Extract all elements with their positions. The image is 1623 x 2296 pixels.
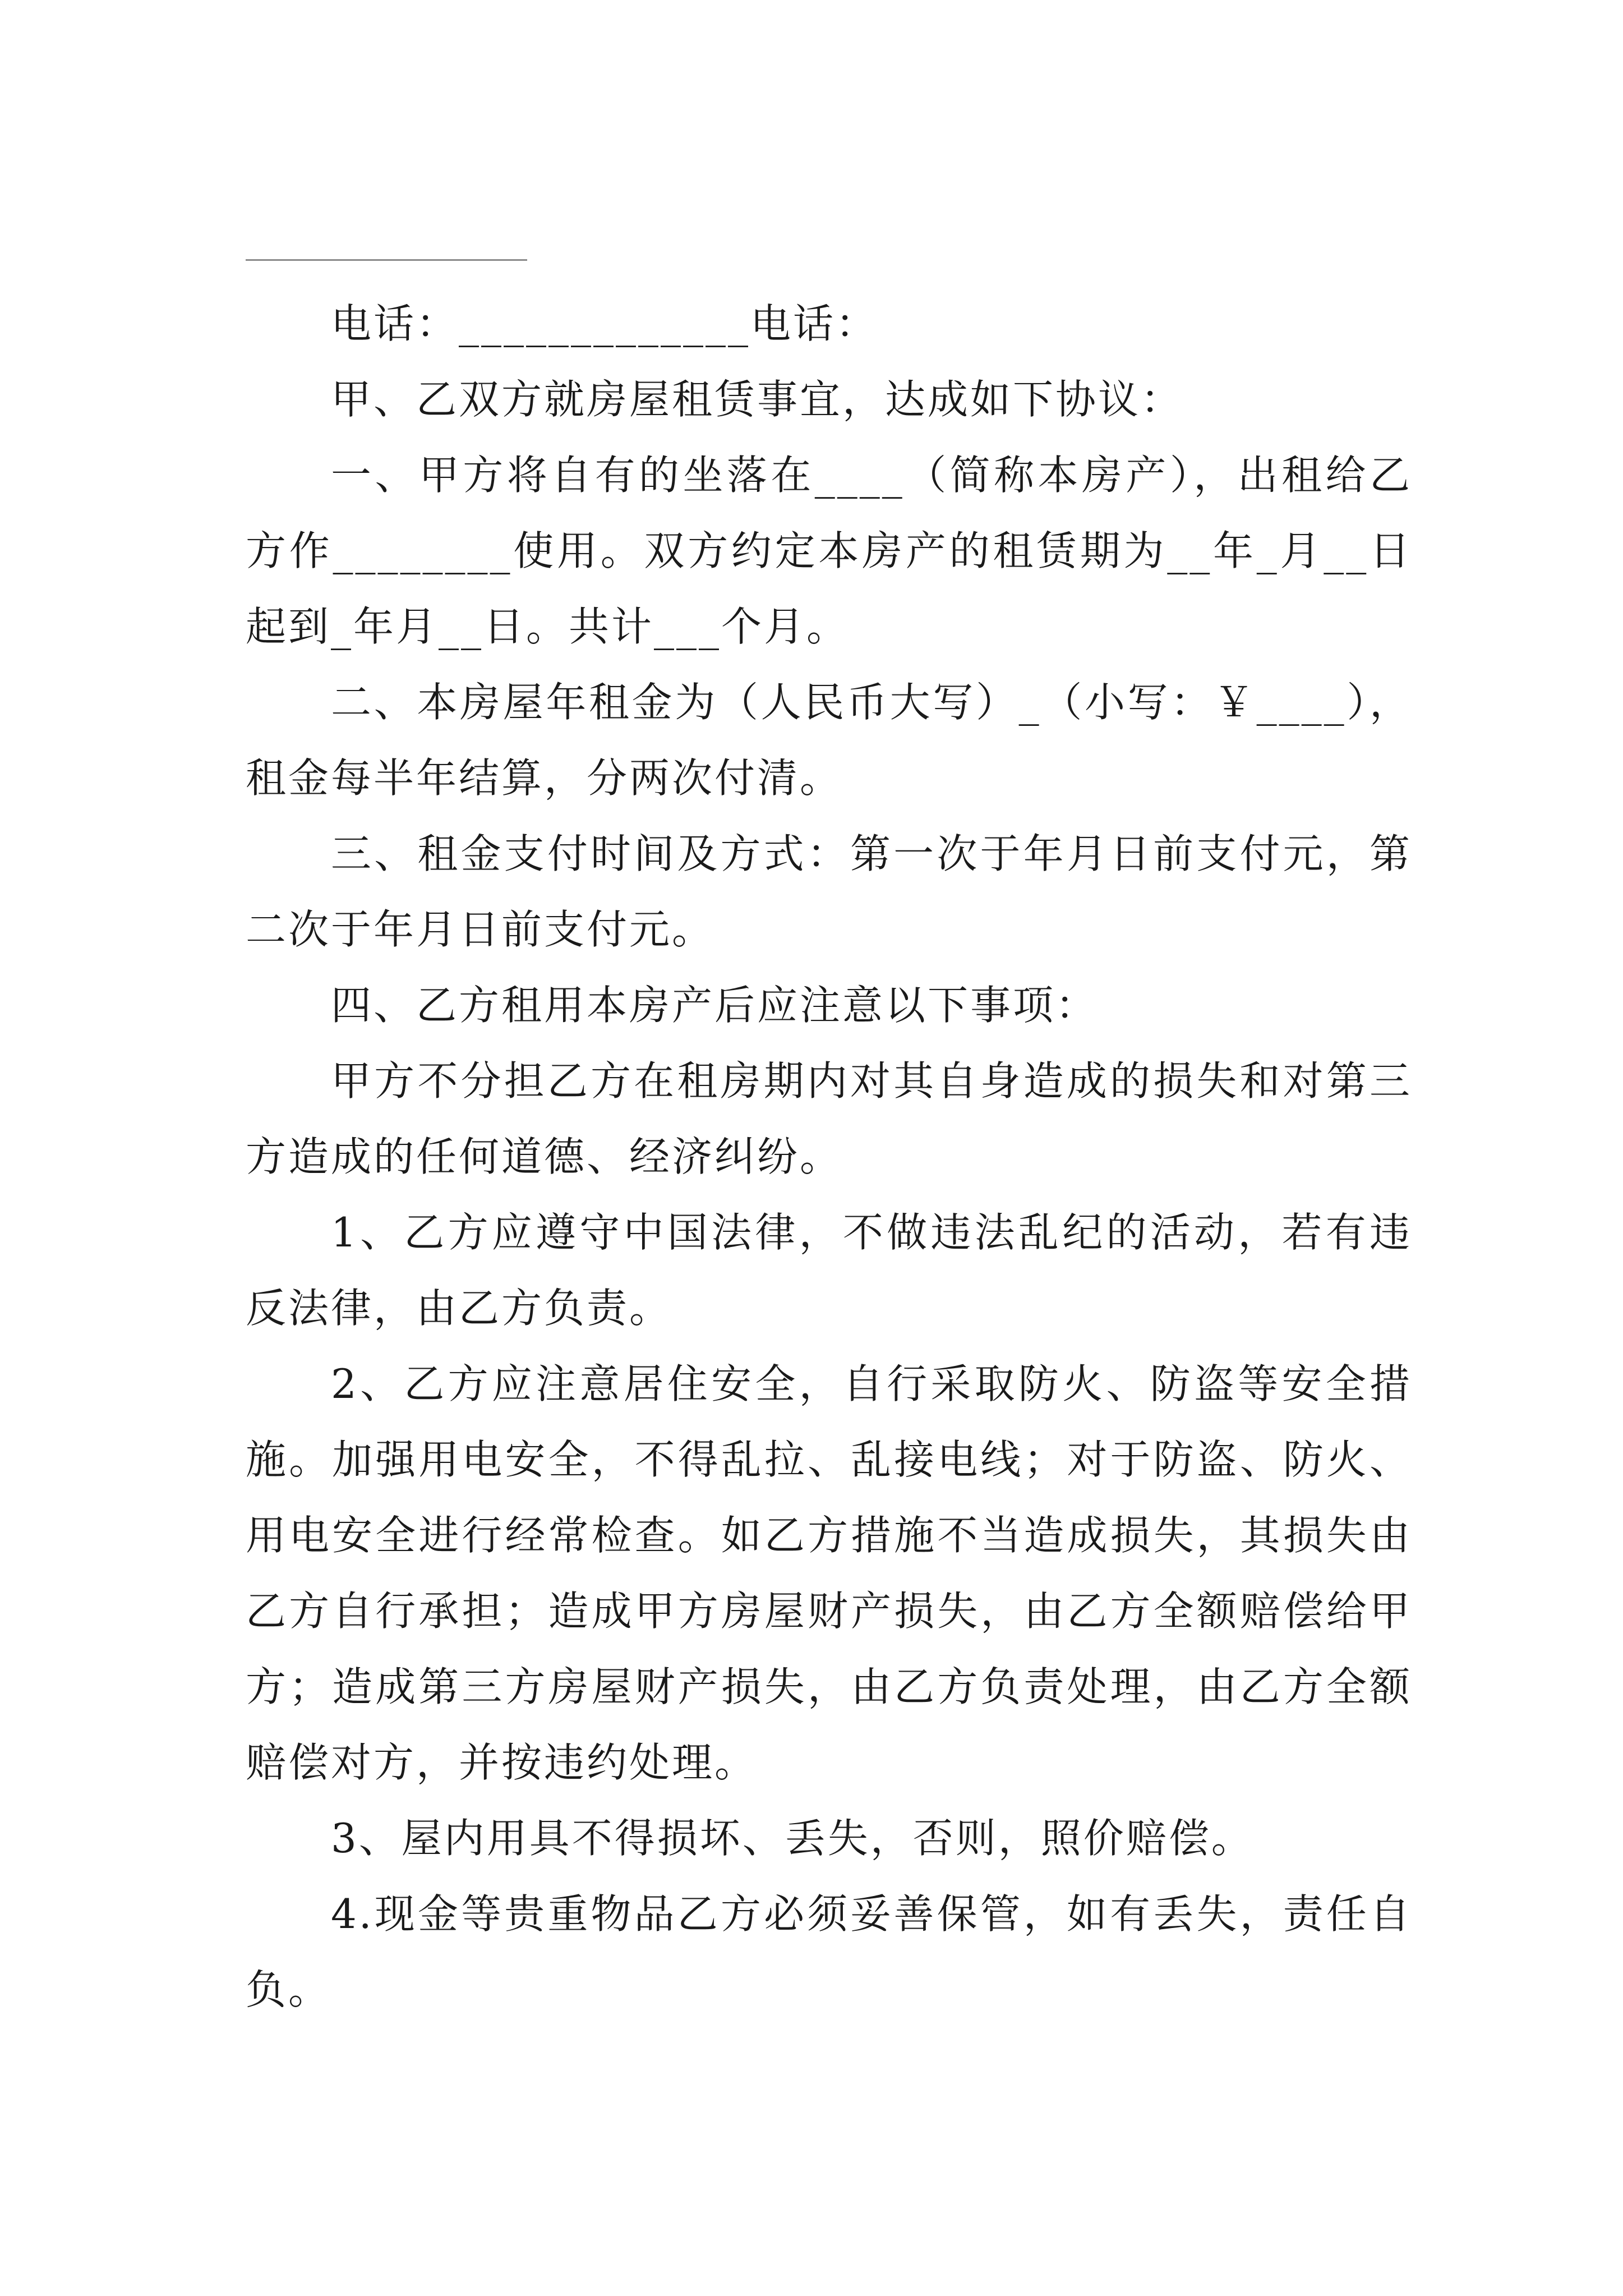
item-3-furnishings: 3、屋内用具不得损坏、丢失，否则，照价赔偿。 [331, 1815, 1254, 1862]
phone-line: 电话：_____________电话： [331, 300, 879, 347]
clause-4-heading: 四、乙方租用本房产后应注意以下事项： [331, 982, 1099, 1029]
clause-2-annual-rent: 二、本房屋年租金为（人民币大写）_（小写：￥____），租金每半年结算，分两次付清。 [246, 679, 1412, 802]
clause-1-premises-and-term: 一、甲方将自有的坐落在____（简称本房产），出租给乙方作________使用。双方约定本房产的租赁期为__年_月__日起到_年月__日。共计___个月。 [246, 452, 1412, 650]
item-4-valuables: 4.现金等贵重物品乙方必须妥善保管，如有丢失，责任自负。 [246, 1890, 1412, 2013]
item-2-safety: 2、乙方应注意居住安全，自行采取防火、防盗等安全措施。加强用电安全，不得乱拉、乱接电线；对于防盗、防火、用电安全进行经常检查。如乙方措施不当造成损失，其损失由乙方自行承担；造成甲方房屋财产损失，由乙方全额赔偿给甲方；造成第三方房屋财产损失，由乙方负责处理，由乙方全额赔偿对方，并按违约处理。 [246, 1360, 1412, 1786]
document-body [246, 286, 1412, 2028]
item-1-obey-law: 1、乙方应遵守中国法律，不做违法乱纪的活动，若有违反法律，由乙方负责。 [246, 1209, 1412, 1332]
clause-4-liability-note: 甲方不分担乙方在租房期内对其自身造成的损失和对第三方造成的任何道德、经济纠纷。 [246, 1057, 1412, 1180]
agreement-intro: 甲、乙双方就房屋租赁事宜，达成如下协议： [331, 376, 1184, 423]
clause-3-payment-schedule: 三、租金支付时间及方式：第一次于年月日前支付元，第二次于年月日前支付元。 [246, 830, 1412, 953]
top-divider-line [246, 259, 527, 261]
